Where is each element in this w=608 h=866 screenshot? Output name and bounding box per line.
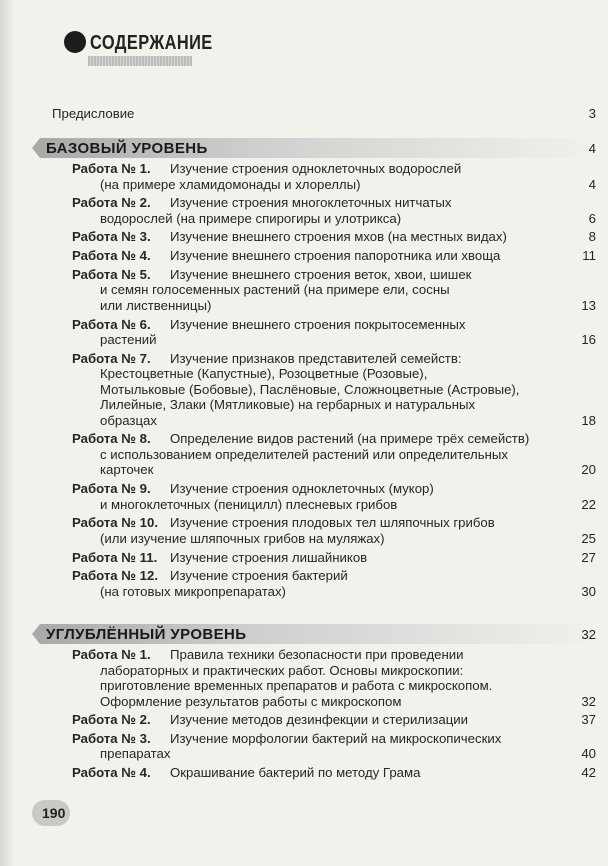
page-edge-shadow [0,0,14,866]
entry-title-line: водорослей (на примере спирогиры и улотрикса) [100,210,402,226]
entry-title-line: Крестоцветные (Капустные), Розоцветные (Розовые), [100,366,428,382]
entry-title-line: Окрашивание бактерий по методу Грама [170,765,421,781]
entry-title-line: Лилейные, Злаки (Мятликовые) на гербарных и натуральных [100,397,476,413]
entry-label: Работа № 4. [72,248,151,264]
entry-title-line: Изучение строения плодовых тел шляпочных грибов [170,515,495,531]
entry-label: Работа № 9. [72,481,151,497]
section-title: БАЗОВЫЙ УРОВЕНЬ [46,140,208,157]
entry-page: 32 [581,693,596,709]
entry-title-line: карточек [100,462,154,478]
entry-page: 13 [581,297,596,313]
entry-label: Работа № 2. [72,712,151,728]
entry-title-line: Изучение признаков представителей семейств: [170,350,462,366]
preface-page: 3 [588,106,596,121]
entry-label: Работа № 8. [72,431,151,447]
entry-page: 16 [581,332,596,347]
entry-title-line: Изучение строения лишайников [170,549,368,565]
entry-title-line: Изучение методов дезинфекции и стерилизации [170,712,469,728]
section-advanced-level[interactable] [32,624,596,644]
entry-page: 8 [588,229,596,245]
entry-title-line: (или изучение шляпочных грибов на муляжах) [100,530,385,546]
entry-label: Работа № 7. [72,350,151,366]
entry-label: Работа № 5. [72,266,151,282]
entry-label: Работа № 11. [72,549,158,565]
entry-page: 27 [581,549,596,565]
entry-title-line: и семян голосеменных растений (на примере ели, сосны [100,282,450,298]
entry-title-line: Изучение строения одноклеточных (мукор) [170,481,434,497]
entry-label: Работа № 3. [72,229,151,245]
entry-label: Работа № 12. [72,568,158,584]
title-underline [88,56,192,66]
entry-page: 42 [581,765,596,781]
entry-title-line: Изучение внешнего строения веток, хвои, шишек [170,266,472,282]
toc-preface-row[interactable] [52,106,596,122]
entry-title-line: или лиственницы) [100,297,212,313]
section-page: 32 [581,627,596,642]
entry-title-line: Изучение внешнего строения папоротника или хвоща [170,248,501,264]
toc-title: СОДЕРЖАНИЕ [90,32,213,54]
entry-label: Работа № 3. [72,730,151,746]
entry-page: 18 [581,412,596,428]
entry-title-line: лабораторных и практических работ. Основы микроскопии: [100,662,464,678]
entry-page: 30 [581,583,596,599]
section-page: 4 [588,141,596,156]
section-title: УГЛУБЛЁННЫЙ УРОВЕНЬ [46,626,247,643]
entry-page: 6 [588,210,596,226]
entry-label: Работа № 4. [72,765,151,781]
entry-title-line: приготовление временных препаратов и работа с микроскопом. [100,678,493,693]
entry-page: 20 [581,462,596,478]
entry-page: 22 [581,496,596,512]
entry-label: Работа № 10. [72,515,158,531]
entry-title-line: Изучение строения бактерий [170,568,348,584]
entry-title-line: Определение видов растений (на примере трёх семейств) [170,431,530,447]
entry-title-line: растений [100,332,157,347]
entry-title-line: (на готовых микропрепаратах) [100,583,286,599]
entry-title-line: образцах [100,412,157,428]
entry-page: 4 [588,176,596,192]
entry-title-line: Мотыльковые (Бобовые), Паслёновые, Сложноцветные (Астровые), [100,381,520,397]
entry-page: 37 [581,712,596,728]
entry-page: 11 [582,248,596,264]
entry-page: 40 [581,746,596,762]
entry-title-line: препаратах [100,746,171,762]
entry-title-line: с использованием определителей растений или определительных [100,446,508,462]
entry-label: Работа № 1. [72,647,151,662]
entry-title-line: Изучение строения одноклеточных водорослей [170,161,462,176]
entry-label: Работа № 1. [72,161,151,176]
preface-label: Предисловие [52,106,135,121]
entry-title-line: Изучение внешнего строения мхов (на местных видах) [170,229,507,245]
entry-title-line: Оформление результатов работы с микроскопом [100,693,402,709]
entry-label: Работа № 6. [72,316,151,332]
section-basic-level[interactable] [32,138,596,158]
entry-title-line: Изучение внешнего строения покрытосеменных [170,316,466,332]
bullet-circle-icon [64,31,86,53]
entry-title-line: Правила техники безопасности при проведении [170,647,464,662]
entry-page: 25 [581,530,596,546]
entry-title-line: Изучение строения многоклеточных нитчатых [170,195,452,211]
entry-title-line: и многоклеточных (пеницилл) плесневых грибов [100,496,398,512]
entry-title-line: (на примере хламидомонады и хлореллы) [100,176,361,192]
entry-label: Работа № 2. [72,195,151,211]
page-number: 190 [42,805,66,821]
entry-title-line: Изучение морфологии бактерий на микроскопических [170,730,502,746]
page-number-badge [32,800,70,826]
